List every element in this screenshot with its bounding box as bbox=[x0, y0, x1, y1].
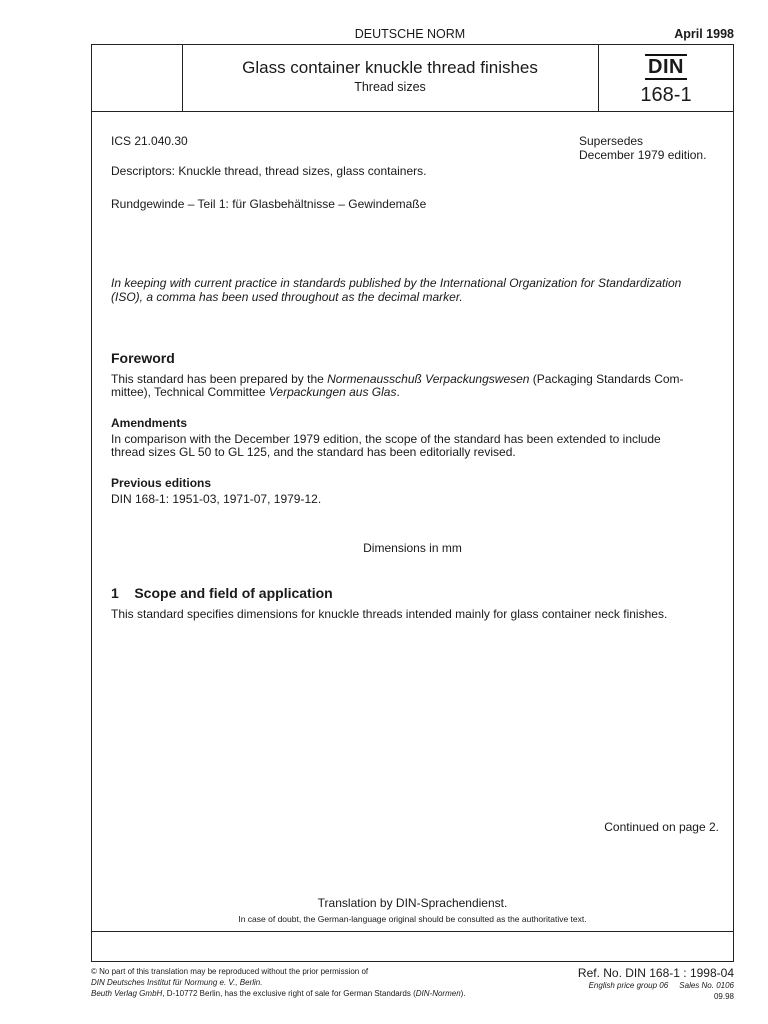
copyright-line1: © No part of this translation may be reproduced without the prior permission of bbox=[91, 967, 369, 976]
publisher-name: Beuth Verlag GmbH bbox=[91, 989, 163, 998]
din-normen-term: DIN-Normen bbox=[415, 989, 461, 998]
copyright-text: , D-10772 Berlin, has the exclusive right of sale for German Standards ( bbox=[162, 989, 416, 998]
amendments-line2: thread sizes GL 50 to GL 125, and the standard has been editorially revised. bbox=[111, 445, 516, 459]
section-1-heading: 1 Scope and field of application bbox=[111, 585, 333, 601]
foreword-heading: Foreword bbox=[111, 350, 175, 366]
german-title: Rundgewinde – Teil 1: für Glasbehältnisse – Gewindemaße bbox=[111, 197, 427, 211]
foreword-text: This standard has been prepared by the bbox=[111, 372, 328, 386]
foreword-text: . bbox=[396, 385, 400, 399]
foreword-text: mittee), Technical Committee bbox=[111, 385, 269, 399]
supersedes-edition: December 1979 edition. bbox=[579, 148, 707, 162]
footer-rule bbox=[92, 931, 733, 932]
dimensions-note: Dimensions in mm bbox=[363, 541, 462, 555]
amendments-line1: In comparison with the December 1979 edition, the scope of the standard has been extended to include bbox=[111, 432, 661, 446]
amendments-heading: Amendments bbox=[111, 416, 188, 430]
descriptors: Descriptors: Knuckle thread, thread sizes, glass containers. bbox=[111, 164, 427, 178]
translation-credit: Translation by DIN-Sprachendienst. bbox=[317, 896, 508, 910]
norm-type-label: DEUTSCHE NORM bbox=[354, 27, 466, 41]
print-code: 09.98 bbox=[713, 992, 734, 1001]
authoritative-text-note: In case of doubt, the German-language original should be consulted as the authoritative text. bbox=[238, 914, 587, 924]
foreword-text: (Packaging Standards Com- bbox=[529, 372, 684, 386]
title-divider-left bbox=[182, 45, 183, 112]
foreword-line2 bbox=[111, 385, 400, 399]
standard-number: 168-1 bbox=[640, 84, 692, 106]
din-logo bbox=[598, 54, 734, 80]
iso-note-line2: (ISO), a comma has been used throughout as the decimal marker. bbox=[111, 290, 463, 304]
ics-code: ICS 21.040.30 bbox=[111, 134, 188, 148]
document-title: Glass container knuckle thread finishes bbox=[242, 58, 538, 77]
previous-editions-list: DIN 168-1: 1951-03, 1971-07, 1979-12. bbox=[111, 492, 322, 506]
copyright-line3 bbox=[91, 989, 466, 999]
foreword-line1 bbox=[111, 372, 684, 386]
price-group: English price group 06 Sales No. 0106 bbox=[588, 981, 734, 990]
technical-committee-name: Verpackungen aus Glas bbox=[268, 385, 397, 399]
document-subtitle: Thread sizes bbox=[354, 80, 426, 94]
publication-date: April 1998 bbox=[674, 27, 734, 41]
section-1-text: This standard specifies dimensions for knuckle threads intended mainly for glass container neck finishes. bbox=[111, 607, 668, 621]
din-logo-text: DIN bbox=[645, 54, 687, 80]
committee-name: Normenausschuß Verpackungswesen bbox=[327, 372, 530, 386]
copyright-text: ). bbox=[460, 989, 466, 998]
continued-note: Continued on page 2. bbox=[604, 820, 719, 834]
iso-note-line1: In keeping with current practice in standards published by the International Organization for Standardization bbox=[111, 276, 682, 290]
reference-number: Ref. No. DIN 168-1 : 1998-04 bbox=[577, 966, 734, 980]
previous-editions-heading: Previous editions bbox=[111, 476, 212, 490]
supersedes-label: Supersedes bbox=[579, 134, 644, 148]
copyright-line2: DIN Deutsches Institut für Normung e. V., Berlin. bbox=[91, 978, 263, 987]
title-rule bbox=[92, 111, 733, 112]
